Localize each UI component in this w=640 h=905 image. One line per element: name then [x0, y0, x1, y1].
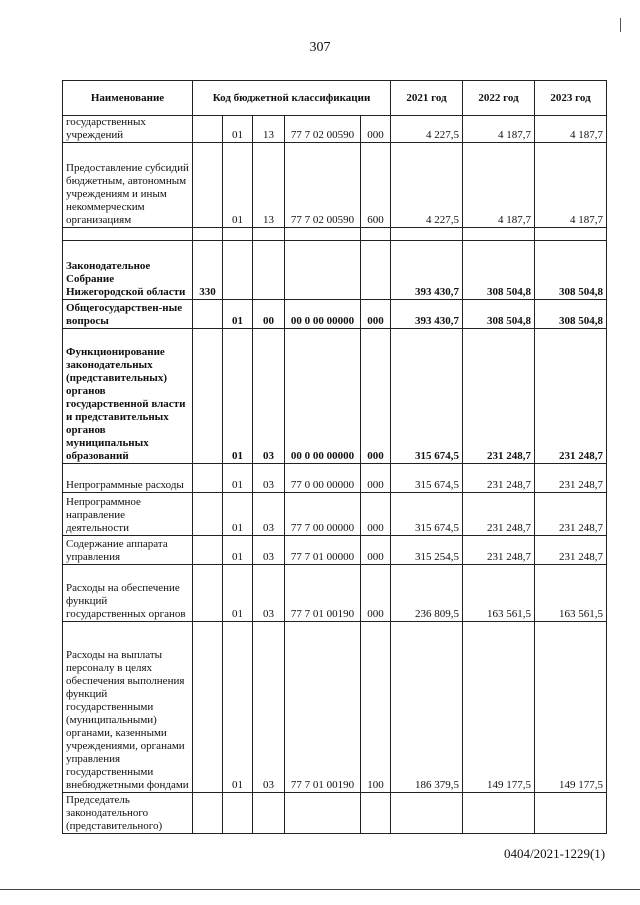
cell-v1: 315 674,5 — [391, 493, 463, 536]
cell-c2: 01 — [223, 329, 253, 464]
document-code: 0404/2021-1229(1) — [504, 846, 606, 861]
budget-table — [62, 80, 607, 834]
cell-c3: 03 — [253, 464, 285, 493]
cell-c1 — [193, 116, 223, 143]
cell-c2: 01 — [223, 493, 253, 536]
cell-v2 — [463, 793, 535, 834]
cell-v1: 393 430,7 — [391, 241, 463, 300]
cell-name — [63, 228, 193, 241]
cell-v3 — [535, 228, 607, 241]
cell-c4 — [285, 241, 361, 300]
cell-c5: 000 — [361, 493, 391, 536]
cell-c2: 01 — [223, 143, 253, 228]
cell-v3: 149 177,5 — [535, 622, 607, 793]
cell-c3 — [253, 241, 285, 300]
cell-c1 — [193, 329, 223, 464]
cell-v1 — [391, 793, 463, 834]
cell-c1 — [193, 793, 223, 834]
cell-v2: 308 504,8 — [463, 241, 535, 300]
cell-c3: 03 — [253, 329, 285, 464]
table-row — [63, 793, 607, 834]
cell-v3: 231 248,7 — [535, 493, 607, 536]
cell-c4: 77 7 01 00000 — [285, 536, 361, 565]
cell-c3: 03 — [253, 565, 285, 622]
page-number: 307 — [309, 40, 331, 55]
cell-v1: 393 430,7 — [391, 300, 463, 329]
cell-c4: 77 7 01 00190 — [285, 565, 361, 622]
cell-c4: 77 7 01 00190 — [285, 622, 361, 793]
cell-c1 — [193, 300, 223, 329]
cell-c1 — [193, 493, 223, 536]
cell-c3: 00 — [253, 300, 285, 329]
cell-c2: 01 — [223, 622, 253, 793]
cell-v3: 163 561,5 — [535, 565, 607, 622]
cell-v2: 231 248,7 — [463, 329, 535, 464]
cell-c4: 77 7 02 00590 — [285, 143, 361, 228]
cell-c5: 100 — [361, 622, 391, 793]
cell-name: Содержание аппарата управления — [63, 536, 193, 565]
cell-c1 — [193, 464, 223, 493]
table-body — [63, 116, 607, 834]
cell-c4 — [285, 793, 361, 834]
cell-c2: 01 — [223, 565, 253, 622]
cell-c1 — [193, 536, 223, 565]
cell-v2: 4 187,7 — [463, 143, 535, 228]
cell-c1 — [193, 622, 223, 793]
header-name: Наименование — [63, 81, 193, 116]
cell-name: Расходы на выплаты персоналу в целях обеспечения выполнения функций государственными (муниципальными) органами, казенными учреждениями, органами управления государственными внебюджетными фондами — [63, 622, 193, 793]
table-row — [63, 228, 607, 241]
cell-c5: 000 — [361, 329, 391, 464]
cell-c1 — [193, 565, 223, 622]
cell-c5: 000 — [361, 300, 391, 329]
cell-c5: 000 — [361, 565, 391, 622]
cell-v2: 231 248,7 — [463, 493, 535, 536]
table-row — [63, 622, 607, 793]
cell-v2: 4 187,7 — [463, 116, 535, 143]
cell-v1: 315 674,5 — [391, 464, 463, 493]
cell-v2: 149 177,5 — [463, 622, 535, 793]
cell-c3: 03 — [253, 536, 285, 565]
cell-c3: 03 — [253, 493, 285, 536]
table-header-row — [63, 81, 607, 116]
cell-c2 — [223, 241, 253, 300]
cell-c4: 00 0 00 00000 — [285, 300, 361, 329]
cell-v2: 231 248,7 — [463, 536, 535, 565]
cell-v3: 231 248,7 — [535, 536, 607, 565]
cell-name: Функционирование законодательных (представительных) органов государственной власти и представительных органов муниципальных образований — [63, 329, 193, 464]
cell-name: Расходы на обеспечение функций государственных органов — [63, 565, 193, 622]
cell-name: Председатель законодательного (представительного) — [63, 793, 193, 834]
table-row — [63, 143, 607, 228]
cell-v2: 231 248,7 — [463, 464, 535, 493]
cell-v2: 163 561,5 — [463, 565, 535, 622]
cell-c3 — [253, 228, 285, 241]
cell-v3: 308 504,8 — [535, 300, 607, 329]
cell-c4: 77 0 00 00000 — [285, 464, 361, 493]
cell-name: Непрограммные расходы — [63, 464, 193, 493]
cell-c2: 01 — [223, 300, 253, 329]
cell-c2 — [223, 228, 253, 241]
cell-c4 — [285, 228, 361, 241]
cell-c3 — [253, 793, 285, 834]
header-2022: 2022 год — [463, 81, 535, 116]
header-2021: 2021 год — [391, 81, 463, 116]
cell-c5: 000 — [361, 116, 391, 143]
cell-v3: 4 187,7 — [535, 143, 607, 228]
cell-v3: 231 248,7 — [535, 464, 607, 493]
cell-name: Общегосударствен-ные вопросы — [63, 300, 193, 329]
cell-name: Непрограммное направление деятельности — [63, 493, 193, 536]
cell-name: государственных учреждений — [63, 116, 193, 143]
cell-v3: 4 187,7 — [535, 116, 607, 143]
cell-v1: 315 674,5 — [391, 329, 463, 464]
cell-v3: 231 248,7 — [535, 329, 607, 464]
cell-name: Законодательное Собрание Нижегородской области — [63, 241, 193, 300]
cell-c5: 000 — [361, 536, 391, 565]
cell-v1 — [391, 228, 463, 241]
cell-c2 — [223, 793, 253, 834]
cell-c5 — [361, 228, 391, 241]
bottom-rule — [0, 889, 640, 890]
cell-v2 — [463, 228, 535, 241]
cell-v1: 4 227,5 — [391, 116, 463, 143]
cell-v1: 186 379,5 — [391, 622, 463, 793]
table-row — [63, 464, 607, 493]
table-row — [63, 536, 607, 565]
cell-v3: 308 504,8 — [535, 241, 607, 300]
cell-c5: 000 — [361, 464, 391, 493]
cell-c5 — [361, 793, 391, 834]
table-row — [63, 493, 607, 536]
cell-c3: 03 — [253, 622, 285, 793]
cell-c3: 13 — [253, 143, 285, 228]
cell-c1: 330 — [193, 241, 223, 300]
cell-v3 — [535, 793, 607, 834]
cell-c2: 01 — [223, 116, 253, 143]
cell-v2: 308 504,8 — [463, 300, 535, 329]
cell-c4: 77 7 00 00000 — [285, 493, 361, 536]
table-row — [63, 116, 607, 143]
margin-tick — [620, 18, 621, 32]
table-row — [63, 300, 607, 329]
cell-v1: 236 809,5 — [391, 565, 463, 622]
table-row — [63, 241, 607, 300]
cell-v1: 4 227,5 — [391, 143, 463, 228]
cell-c2: 01 — [223, 464, 253, 493]
cell-c4: 00 0 00 00000 — [285, 329, 361, 464]
table-row — [63, 329, 607, 464]
cell-c2: 01 — [223, 536, 253, 565]
cell-c5 — [361, 241, 391, 300]
cell-c1 — [193, 228, 223, 241]
cell-c1 — [193, 143, 223, 228]
cell-v1: 315 254,5 — [391, 536, 463, 565]
cell-c4: 77 7 02 00590 — [285, 116, 361, 143]
cell-c3: 13 — [253, 116, 285, 143]
table-row — [63, 565, 607, 622]
cell-name: Предоставление субсидий бюджетным, автономным учреждениям и иным некоммерческим организациям — [63, 143, 193, 228]
header-code: Код бюджетной классификации — [193, 81, 391, 116]
header-2023: 2023 год — [535, 81, 607, 116]
cell-c5: 600 — [361, 143, 391, 228]
